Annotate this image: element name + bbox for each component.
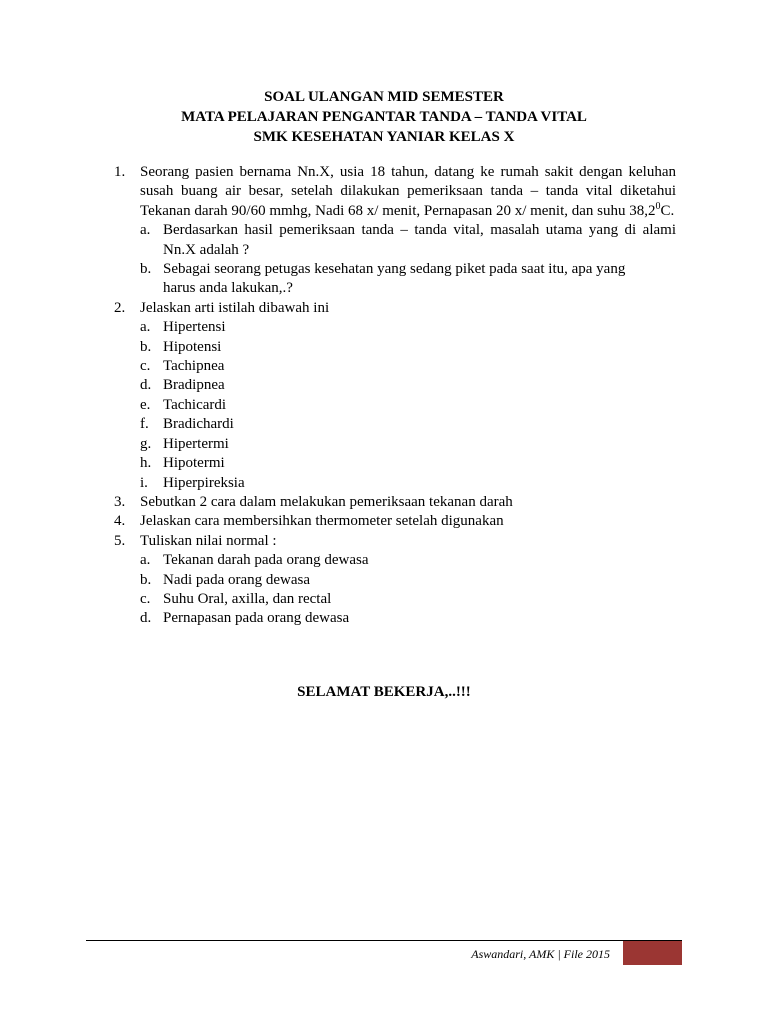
title-line-2: MATA PELAJARAN PENGANTAR TANDA – TANDA VITAL [181, 109, 587, 125]
term-text: Hipertensi [163, 319, 226, 336]
list-item [140, 454, 676, 473]
list-item [140, 318, 676, 337]
question-number: 3. [114, 493, 126, 510]
question-3 [114, 493, 676, 512]
sub-question-text: Suhu Oral, axilla, dan rectal [163, 590, 332, 607]
sub-question-letter: b. [140, 571, 152, 588]
list-item [140, 609, 676, 628]
question-text: Tuliskan nilai normal : [140, 532, 277, 549]
footer-author: Aswandari, AMK [471, 947, 555, 961]
question-1 [114, 163, 676, 299]
sub-question-letter: a. [140, 552, 151, 569]
footer-accent-block [623, 941, 682, 965]
sub-question-text: Nadi pada orang dewasa [163, 571, 311, 588]
list-item [140, 551, 676, 570]
sub-question-1b [140, 260, 676, 299]
term-text: Tachipnea [163, 358, 225, 375]
term-text: Hipotermi [163, 455, 225, 472]
question-5 [114, 532, 676, 629]
sub-question-letter: f. [140, 416, 149, 433]
question-text [140, 163, 676, 221]
term-text: Hiperpireksia [163, 474, 245, 491]
degree-superscript: 0 [655, 200, 661, 212]
sub-question-letter: c. [140, 590, 151, 607]
sub-question-1a [140, 221, 676, 260]
list-item [140, 435, 676, 454]
sub-question-letter: d. [140, 610, 152, 627]
sub-question-letter: a. [140, 319, 151, 336]
sub-question-letter: c. [140, 358, 151, 375]
sub-question-letter: h. [140, 455, 152, 472]
term-text: Tachicardi [163, 396, 227, 413]
closing-message: SELAMAT BEKERJA,..!!! [297, 684, 471, 700]
sub-question-text-line-2: harus anda lakukan,.? [163, 280, 293, 297]
sub-question-letter: b. [140, 261, 152, 278]
sub-question-text: Tekanan darah pada orang dewasa [163, 552, 369, 569]
question-text: Jelaskan cara membersihkan thermometer setelah digunakan [140, 513, 504, 530]
question-list [114, 163, 676, 629]
question-text-main: Seorang pasien bernama Nn.X, usia 18 tahun, datang ke rumah sakit dengan keluhan susah buang air besar, setelah dilakukan pemeriksaan tanda – tanda vital diketahui Tekanan darah 90/60 mmhg, Nadi 68 x/ menit, Pernapasan 20 x/ menit, dan suhu 38,2 [140, 164, 676, 219]
question-number: 4. [114, 513, 126, 530]
sub-question-text: Pernapasan pada orang dewasa [163, 610, 350, 627]
term-text: Hipotensi [163, 338, 222, 355]
term-text: Bradichardi [163, 416, 234, 433]
question-text: Sebutkan 2 cara dalam melakukan pemeriksaan tekanan darah [140, 493, 513, 510]
sub-question-letter: d. [140, 377, 152, 394]
list-item [140, 338, 676, 357]
footer-separator: | [557, 947, 561, 961]
sub-question-text: Berdasarkan hasil pemeriksaan tanda – tanda vital, masalah utama yang di alami Nn.X adalah ? [163, 222, 676, 258]
footer-divider [86, 940, 682, 941]
list-item [140, 474, 676, 493]
document-header [0, 87, 768, 147]
sub-question-letter: g. [140, 435, 152, 452]
list-item [140, 415, 676, 434]
sub-question-letter: b. [140, 338, 152, 355]
question-text-end: C. [660, 202, 675, 219]
list-item [140, 590, 676, 609]
sub-question-letter: i. [140, 474, 148, 491]
question-text: Jelaskan arti istilah dibawah ini [140, 299, 330, 316]
list-item [140, 571, 676, 590]
title-line-3: SMK KESEHATAN YANIAR KELAS X [253, 129, 515, 145]
title-line-1: SOAL ULANGAN MID SEMESTER [264, 89, 504, 105]
sub-question-text-line-1: Sebagai seorang petugas kesehatan yang sedang piket pada saat itu, apa yang [163, 261, 626, 278]
list-item [140, 396, 676, 415]
question-number: 2. [114, 299, 126, 316]
term-text: Hipertermi [163, 435, 229, 452]
question-number: 5. [114, 532, 126, 549]
term-text: Bradipnea [163, 377, 225, 394]
footer-file-label: File 2015 [563, 947, 610, 961]
question-4 [114, 512, 676, 531]
footer-text [471, 947, 610, 962]
list-item [140, 376, 676, 395]
question-number: 1. [114, 164, 126, 180]
sub-question-letter: e. [140, 396, 151, 413]
question-2 [114, 299, 676, 493]
sub-question-letter: a. [140, 222, 151, 239]
list-item [140, 357, 676, 376]
